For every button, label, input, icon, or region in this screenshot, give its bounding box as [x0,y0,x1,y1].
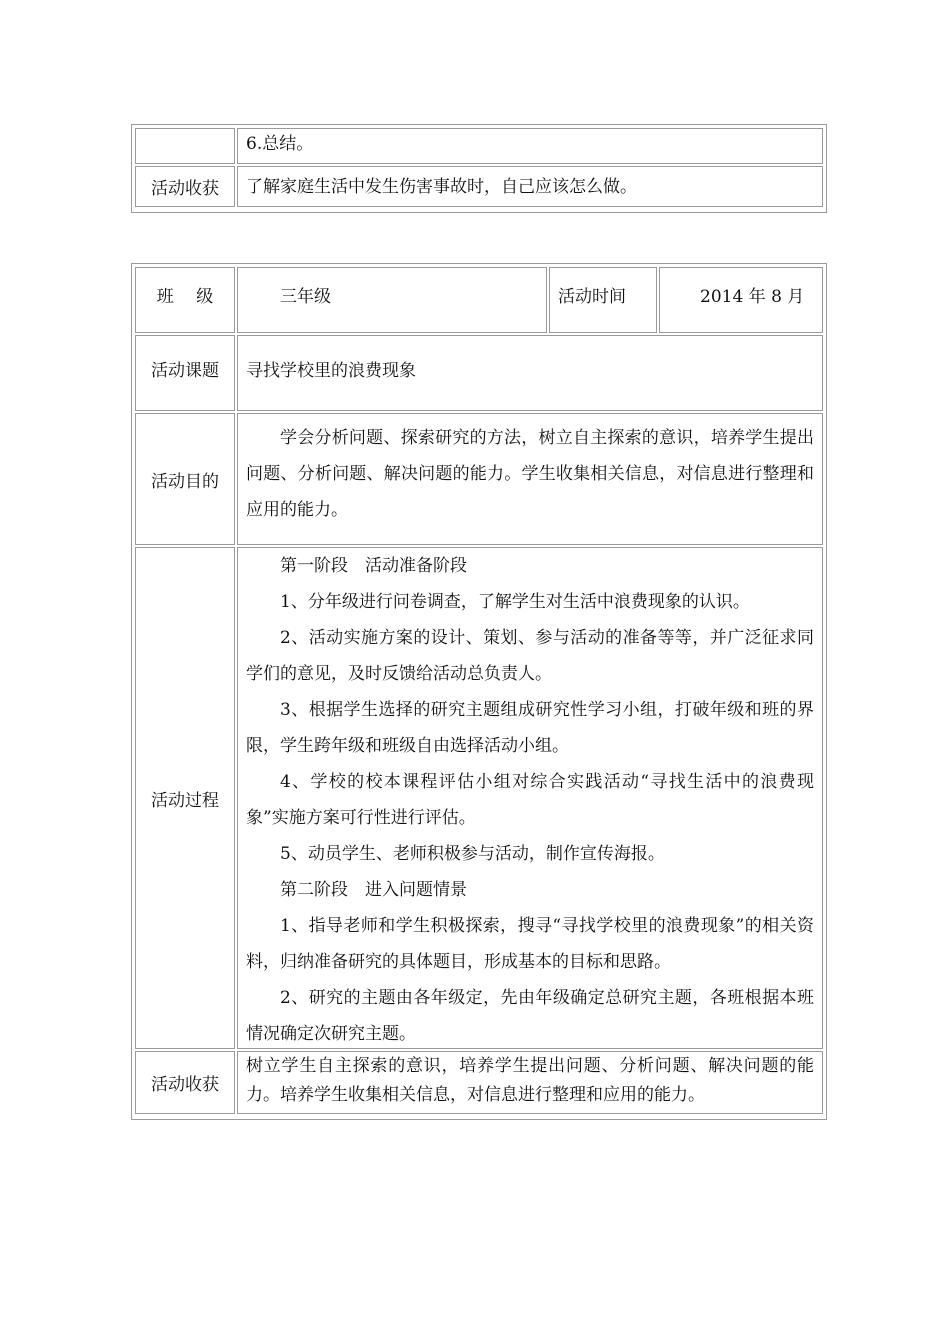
activity-table [131,263,827,1120]
process-paragraph: 第二阶段 进入问题情景 [280,880,467,900]
class-value: 三年级 [280,287,331,307]
process-paragraph: 第一阶段 活动准备阶段 [280,556,467,576]
topic-label: 活动课题 [135,335,235,411]
process-paragraph: 5、动员学生、老师积极参与活动，制作宣传海报。 [280,844,665,864]
topic-value: 寻找学校里的浪费现象 [246,361,416,381]
process-paragraph: 3、根据学生选择的研究主题组成研究性学习小组，打破年级和班的界限，学生跨年级和班级自由选择活动小组。 [246,700,814,756]
class-label: 班 级 [135,267,235,333]
table-row [134,546,824,1050]
class-value-cell [237,267,547,333]
topic-cell [237,335,823,411]
process-cell [237,547,823,1049]
purpose-text: 学会分析问题、探索研究的方法，树立自主探索的意识，培养学生提出问题、分析问题、解决问题的能力。学生收集相关信息，对信息进行整理和应用的能力。 [246,428,814,520]
table-row [134,127,824,165]
process-paragraph: 1、分年级进行问卷调查，了解学生对生活中浪费现象的认识。 [280,592,750,612]
harvest-label: 活动收获 [135,166,235,207]
table-row [134,334,824,412]
time-label-cell [549,267,657,333]
process-paragraph: 1、指导老师和学生积极探索，搜寻“寻找学校里的浪费现象”的相关资料，归纳准备研究的具体题目，形成基本的目标和思路。 [246,916,814,972]
harvest-text: 了解家庭生活中发生伤害事故时，自己应该怎么做。 [246,176,637,197]
purpose-label: 活动目的 [135,413,235,545]
harvest-content [237,166,823,207]
time-value-cell [659,267,823,333]
purpose-cell [237,413,823,545]
process-paragraph: 4、学校的校本课程评估小组对综合实践活动“寻找生活中的浪费现象”实施方案可行性进行评估。 [246,772,814,828]
time-value: 2014 年 8 月 [700,287,805,307]
table-row [134,165,824,208]
table-continuation [131,124,827,213]
harvest-text: 树立学生自主探索的意识，培养学生提出问题、分析问题、解决问题的能力。培养学生收集相关信息，对信息进行整理和应用的能力。 [246,1056,814,1105]
summary-step-text: 6.总结。 [246,134,314,154]
time-label: 活动时间 [558,287,626,307]
harvest-label: 活动收获 [135,1051,235,1114]
table-row [134,266,824,334]
process-paragraph: 2、研究的主题由各年级定，先由年级确定总研究主题，各班根据本班情况确定次研究主题。 [246,988,814,1044]
harvest-cell [237,1051,823,1114]
table-row [134,412,824,546]
table-row [134,1050,824,1115]
process-paragraph: 2、活动实施方案的设计、策划、参与活动的准备等等，并广泛征求同学们的意见，及时反馈给活动总负责人。 [246,628,814,684]
process-label: 活动过程 [135,547,235,1049]
empty-label-cell [135,128,235,164]
content-cell [237,128,823,164]
